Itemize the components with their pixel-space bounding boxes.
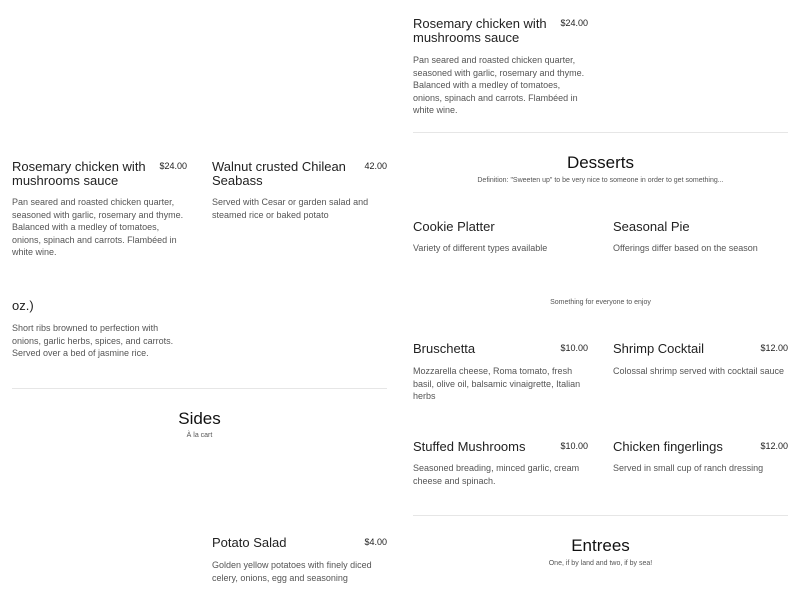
section-subtitle-desserts: Definition: "Sweeten up" to be very nice to someone in order to get something... — [477, 177, 724, 184]
section-title-desserts: Desserts — [566, 153, 635, 172]
menu-item-description: Served with Cesar or garden salad and steamed rice or baked potato — [212, 197, 369, 220]
menu-item-description: Served in small cup of ranch dressing — [613, 463, 764, 473]
menu-item-description: Short ribs browned to perfection with onions, garlic herbs, spices, and carrots. Served over a bed of jasmine rice. — [12, 323, 174, 358]
menu-item-description: Mozzarella cheese, Roma tomato, fresh basil, olive oil, balsamic vinaigrette, Italian herbs — [413, 366, 581, 401]
menu-item-name: Seasonal Pie — [613, 219, 690, 234]
menu-item-price: $12.00 — [760, 343, 788, 353]
menu-item-price: $24.00 — [159, 161, 187, 171]
section-title-sides: Sides — [178, 409, 221, 428]
menu-item-name: Rosemary chicken with mushrooms sauce — [413, 16, 547, 45]
menu-item-description: Variety of different types available — [413, 243, 548, 253]
menu-item-name: Stuffed Mushrooms — [413, 439, 526, 454]
menu-item-name: Cookie Platter — [413, 219, 495, 234]
menu-item-name: oz.) — [12, 298, 34, 313]
menu-item-description: Pan seared and roasted chicken quarter, seasoned with garlic, rosemary and thyme. Balanced with a medley of tomatoes, onions, spinach and carrots. Flambéed in white wine. — [413, 55, 585, 115]
section-subtitle-entrees: One, if by land and two, if by sea! — [548, 560, 653, 567]
menu-item-name: Potato Salad — [212, 535, 287, 550]
menu-item-price: $10.00 — [560, 343, 588, 353]
menu-item-description: Offerings differ based on the season — [613, 243, 758, 253]
menu-item-name: Rosemary chicken with mushrooms sauce — [12, 159, 146, 188]
section-divider — [12, 388, 387, 389]
menu-item-price: $24.00 — [560, 18, 588, 28]
menu-item-price: $10.00 — [560, 441, 588, 451]
section-subtitle-sides: À la cart — [186, 432, 213, 439]
menu-item-description: Seasoned breading, minced garlic, cream cheese and spinach. — [413, 463, 580, 486]
menu-item-description: Colossal shrimp served with cocktail sauce — [613, 366, 785, 376]
section-title-entrees: Entrees — [571, 536, 630, 555]
section-subtitle-appetizers: Something for everyone to enjoy — [550, 299, 651, 306]
menu-item-description: Golden yellow potatoes with finely diced celery, onions, egg and seasoning — [212, 560, 372, 583]
menu-item-price: $4.00 — [364, 537, 387, 547]
menu-item-description: Pan seared and roasted chicken quarter, seasoned with garlic, rosemary and thyme. Balanced with a medley of tomatoes, onions, spinach and carrots. Flambéed in white wine. — [12, 197, 184, 257]
section-divider — [413, 132, 788, 133]
section-divider — [413, 515, 788, 516]
menu-item-name: Shrimp Cocktail — [613, 341, 705, 356]
menu-item-name: Chicken fingerlings — [613, 439, 723, 454]
menu-item-price: 42.00 — [364, 161, 387, 171]
menu-item-name: Bruschetta — [413, 341, 476, 356]
menu-item-name: Walnut crusted Chilean Seabass — [212, 159, 346, 188]
menu-item-price: $12.00 — [760, 441, 788, 451]
